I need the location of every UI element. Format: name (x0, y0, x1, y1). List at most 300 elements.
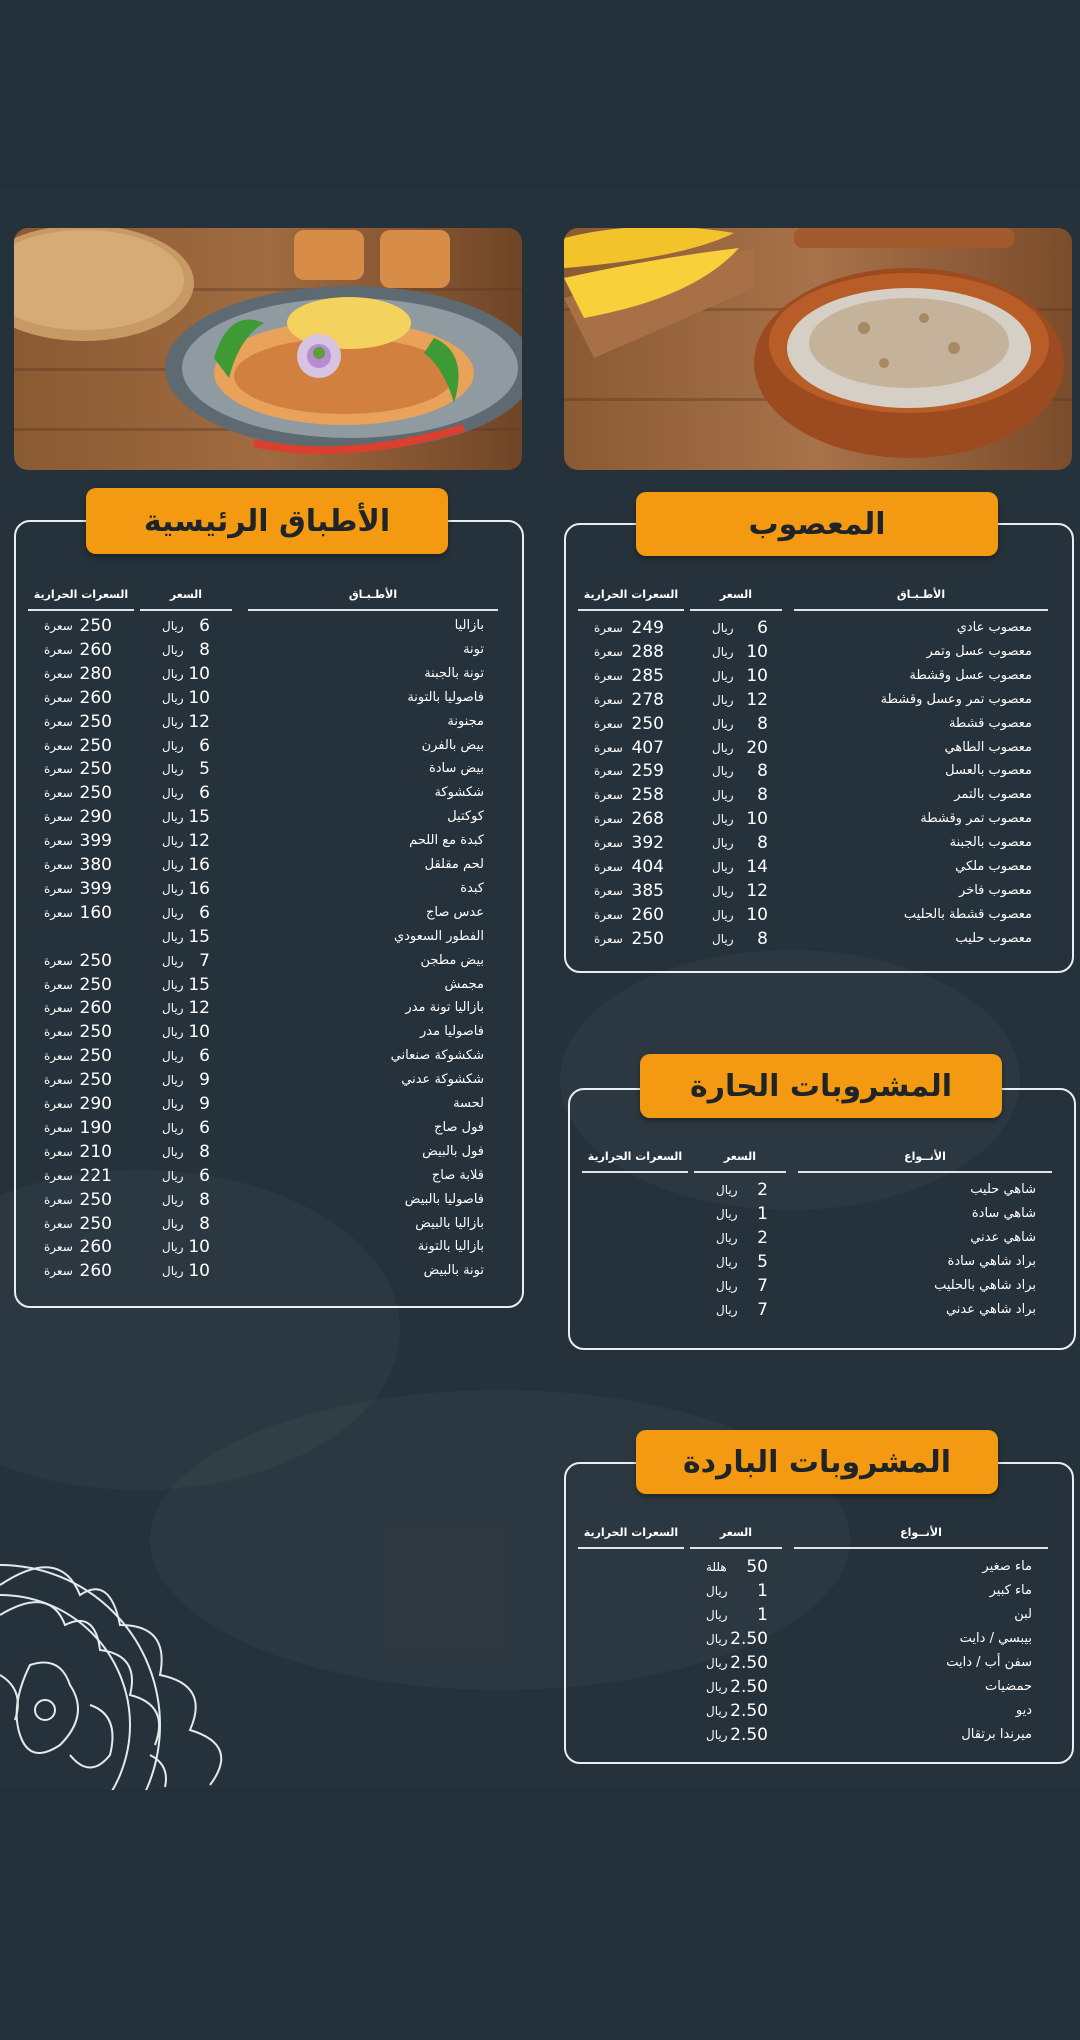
calories-header: السعرات الحرارية (33, 588, 129, 601)
header-underline (794, 1547, 1048, 1549)
price-value: 16 (188, 855, 210, 875)
item-name: الفطور السعودي (393, 928, 484, 944)
calories-unit: سعرة (44, 1073, 73, 1088)
bottom-dark-band (0, 1790, 1080, 2040)
price-currency: ريال (716, 1183, 738, 1197)
header-underline (794, 609, 1048, 611)
calories-value: 278 (631, 689, 664, 710)
item-name: فول بالبيض (422, 1143, 484, 1159)
floral-ornament (0, 1515, 270, 1794)
item-name: معصوب عسل وتمر (926, 643, 1032, 659)
item-name: سفن أب / دايت (946, 1655, 1032, 1670)
price-value: 12 (188, 998, 210, 1019)
calories-value: 392 (631, 833, 664, 854)
calories-value: 260 (79, 1237, 112, 1258)
calories-value: 250 (79, 616, 112, 636)
calories-value: 260 (79, 1261, 112, 1282)
price-value: 1 (757, 1204, 768, 1224)
calories-value: 250 (79, 1046, 112, 1067)
price-currency: ريال (162, 1120, 184, 1135)
price-value: 10 (746, 665, 768, 686)
price-value: 5 (757, 1252, 768, 1272)
calories-unit: سعرة (44, 1120, 73, 1135)
calories-header: السعرات الحرارية (583, 588, 679, 601)
calories-value: 160 (79, 902, 112, 923)
calories-unit: سعرة (594, 692, 623, 707)
item-name: شكشوكة صنعاني (390, 1048, 484, 1064)
price-value: 2.50 (730, 1677, 768, 1697)
calories-value: 404 (631, 857, 664, 877)
item-name: لحسة (453, 1096, 484, 1111)
calories-unit: سعرة (44, 1144, 73, 1159)
calories-unit: سعرة (594, 883, 623, 898)
item-name: تونة (463, 641, 484, 657)
header-underline (798, 1171, 1052, 1173)
price-currency: ريال (716, 1207, 738, 1221)
item-name: بيض بالفرن (421, 737, 484, 753)
calories-value: 250 (79, 1189, 112, 1210)
calories-unit: سعرة (44, 1097, 73, 1111)
calories-unit: سعرة (44, 786, 73, 801)
menu-row (0, 1178, 1080, 1202)
price-value: 7 (757, 1300, 768, 1320)
header-underline (582, 1171, 688, 1173)
calories-unit: سعرة (44, 1049, 73, 1064)
price-currency: ريال (712, 931, 734, 946)
price-value: 10 (746, 904, 768, 925)
item-name: لحم مقلقل (424, 857, 484, 872)
price-value: 6 (199, 1117, 210, 1138)
item-name: شاهي حليب (970, 1182, 1036, 1197)
price-value: 7 (199, 950, 210, 971)
calories-unit: سعرة (594, 644, 623, 659)
calories-unit: سعرة (44, 738, 73, 753)
header-underline (248, 609, 498, 611)
calories-unit: سعرة (44, 953, 73, 968)
item-name: ديو (1015, 1703, 1032, 1718)
calories-value: 258 (631, 785, 664, 806)
menu-row (0, 1226, 1080, 1250)
price-value: 2 (757, 1180, 768, 1200)
calories-unit: سعرة (44, 714, 73, 729)
price-header: السعر (723, 1150, 757, 1163)
price-currency: ريال (706, 1680, 728, 1694)
price-currency: ريال (712, 692, 734, 707)
item-name: معصوب تمر وعسل وقشطة (880, 691, 1032, 707)
calories-unit: سعرة (44, 977, 73, 992)
calories-unit: سعرة (594, 931, 623, 946)
price-currency: ريال (712, 860, 734, 874)
price-currency: ريال (162, 858, 184, 872)
price-currency: ريال (162, 1144, 184, 1159)
item-name: بازاليا بالبيض (415, 1215, 484, 1231)
calories-unit: سعرة (44, 619, 73, 633)
price-value: 8 (757, 785, 768, 806)
hot-drinks-title: المشروبات الحارة (640, 1054, 1002, 1118)
price-value: 8 (757, 833, 768, 854)
calories-value: 268 (631, 809, 664, 830)
calories-value: 250 (79, 1213, 112, 1234)
calories-unit: سعرة (594, 764, 623, 779)
menu-row (0, 973, 1080, 997)
item-name: معصوب قشطة (948, 715, 1032, 731)
item-name: لبن (1014, 1607, 1032, 1622)
item-name: تونة بالبيض (423, 1263, 484, 1279)
price-currency: ريال (706, 1584, 728, 1598)
price-value: 8 (199, 1189, 210, 1210)
calories-unit: سعرة (594, 621, 623, 635)
calories-value: 260 (79, 687, 112, 708)
price-currency: ريال (706, 1608, 728, 1622)
price-value: 10 (188, 663, 210, 684)
item-name: حمضيات (985, 1679, 1032, 1694)
price-currency: ريال (162, 977, 184, 992)
calories-value: 250 (79, 974, 112, 995)
item-header: الأنــواع (900, 1526, 942, 1539)
calories-value: 407 (631, 737, 664, 758)
price-currency: ريال (712, 907, 734, 922)
item-name: بيض سادة (428, 761, 484, 777)
price-currency: ريال (712, 740, 734, 755)
masoub-title: المعصوب (636, 492, 998, 556)
item-name: فاصوليا مدر (420, 1024, 484, 1040)
price-value: 6 (199, 783, 210, 804)
price-header: السعر (719, 588, 753, 601)
calories-value: 259 (631, 761, 664, 782)
item-name: شكشوكة عدني (401, 1072, 484, 1088)
item-name: بازاليا تونة مدر (405, 1000, 484, 1016)
price-currency: ريال (162, 738, 184, 753)
price-value: 8 (757, 713, 768, 734)
item-name: ماء صغير (982, 1559, 1032, 1574)
item-header: الأطـبـاق (348, 588, 398, 601)
menu-row (0, 829, 1080, 853)
item-name: فاصوليا بالبيض (404, 1191, 484, 1207)
price-currency: ريال (162, 834, 184, 849)
calories-unit: سعرة (594, 716, 623, 731)
price-currency: ريال (162, 762, 184, 777)
price-value: 15 (188, 974, 210, 995)
calories-unit: سعرة (594, 740, 623, 755)
calories-unit: سعرة (44, 690, 73, 705)
price-value: 12 (746, 880, 768, 901)
menu-row (0, 757, 1080, 781)
price-value: 12 (746, 689, 768, 710)
item-name: براد شاهي عدني (945, 1302, 1036, 1317)
price-currency: ريال (162, 1264, 184, 1279)
menu-row (0, 1202, 1080, 1226)
calories-value: 250 (79, 711, 112, 732)
calories-value: 250 (631, 928, 664, 949)
calories-unit: سعرة (44, 1240, 73, 1255)
calories-value: 250 (79, 1070, 112, 1091)
item-name: شاهي سادة (971, 1206, 1036, 1221)
item-name: بازاليا (454, 618, 484, 633)
calories-value: 290 (79, 1094, 112, 1114)
calories-unit: سعرة (594, 860, 623, 874)
price-currency: ريال (162, 1168, 184, 1183)
menu-row (0, 1250, 1080, 1274)
menu-row (0, 853, 1080, 877)
calories-unit: سعرة (44, 881, 73, 896)
price-value: 9 (199, 1094, 210, 1114)
price-currency: ريال (162, 690, 184, 705)
price-currency: ريال (162, 1001, 184, 1016)
calories-value: 250 (79, 735, 112, 756)
price-value: 15 (188, 807, 210, 828)
price-currency: ريال (162, 881, 184, 896)
item-name: معصوب عادي (956, 620, 1032, 635)
price-value: 8 (199, 1213, 210, 1234)
price-value: 9 (199, 1070, 210, 1091)
price-currency: ريال (716, 1279, 738, 1293)
price-header: السعر (719, 1526, 753, 1539)
item-name: معصوب فاخر (959, 882, 1032, 898)
item-name: معصوب بالعسل (945, 763, 1032, 779)
price-currency: ريال (162, 1073, 184, 1088)
price-currency: ريال (712, 764, 734, 779)
price-currency: ريال (162, 642, 184, 657)
calories-value: 260 (631, 904, 664, 925)
price-value: 50 (746, 1557, 768, 1577)
price-currency: ريال (162, 810, 184, 825)
price-value: 8 (757, 928, 768, 949)
price-currency: ريال (162, 1025, 184, 1040)
item-name: ماء كبير (989, 1583, 1032, 1598)
price-value: 2.50 (730, 1629, 768, 1649)
price-currency: ريال (162, 619, 184, 633)
price-currency: ريال (706, 1632, 728, 1646)
menu-row (0, 662, 1080, 686)
main-dish-photo (14, 228, 522, 470)
price-currency: ريال (162, 1049, 184, 1064)
item-name: معصوب عسل وقشطة (909, 667, 1032, 683)
price-currency: ريال (712, 621, 734, 635)
item-name: براد شاهي بالحليب (934, 1278, 1036, 1293)
menu-row (0, 925, 1080, 949)
header-underline (694, 1171, 786, 1173)
price-value: 1 (757, 1605, 768, 1625)
item-name: مجنونة (447, 713, 484, 729)
menu-row (0, 901, 1080, 925)
calories-unit: سعرة (594, 907, 623, 922)
item-name: معصوب حليب (955, 930, 1032, 946)
price-currency: ريال (712, 788, 734, 803)
menu-row (0, 710, 1080, 734)
item-name: كوكتيل (447, 809, 484, 825)
calories-unit: سعرة (44, 858, 73, 872)
price-currency: ريال (712, 836, 734, 851)
calories-unit: سعرة (594, 836, 623, 851)
price-value: 10 (188, 687, 210, 708)
item-name: معصوب بالجبنة (949, 835, 1032, 851)
calories-unit: سعرة (44, 1001, 73, 1016)
item-name: بيض مطجن (420, 952, 484, 968)
calories-value: 250 (79, 759, 112, 780)
item-name: كبدة (460, 880, 484, 896)
price-value: 15 (188, 926, 210, 947)
header-underline (578, 1547, 684, 1549)
calories-unit: سعرة (594, 788, 623, 803)
calories-unit: سعرة (44, 810, 73, 825)
price-value: 10 (188, 1022, 210, 1043)
calories-unit: سعرة (44, 642, 73, 657)
price-currency: ريال (162, 953, 184, 968)
calories-header: السعرات الحرارية (587, 1150, 683, 1163)
menu-row (0, 1298, 1080, 1322)
price-value: 8 (199, 1141, 210, 1162)
price-value: 6 (757, 618, 768, 638)
price-value: 8 (757, 761, 768, 782)
price-value: 2.50 (730, 1653, 768, 1673)
item-header: الأطـبـاق (896, 588, 946, 601)
calories-value: 250 (79, 950, 112, 971)
menu-row (0, 877, 1080, 901)
price-currency: هللة (706, 1560, 727, 1574)
calories-unit: سعرة (44, 1168, 73, 1183)
price-currency: ريال (162, 666, 184, 681)
item-name: بيبسي / دايت (959, 1631, 1032, 1646)
price-value: 20 (746, 737, 768, 758)
item-name: كبدة مع اللحم (409, 833, 484, 849)
calories-value: 380 (79, 855, 112, 875)
price-currency: ريال (162, 905, 184, 920)
price-value: 6 (199, 1165, 210, 1186)
calories-header: السعرات الحرارية (583, 1526, 679, 1539)
calories-value: 290 (79, 807, 112, 828)
price-currency: ريال (162, 1192, 184, 1207)
price-value: 1 (757, 1581, 768, 1601)
price-currency: ريال (712, 812, 734, 827)
price-value: 12 (188, 711, 210, 732)
price-currency: ريال (706, 1656, 728, 1670)
item-name: تونة بالجبنة (424, 665, 484, 681)
calories-unit: سعرة (44, 762, 73, 777)
item-name: مجمش (444, 976, 484, 992)
menu-row (0, 781, 1080, 805)
price-currency: ريال (162, 786, 184, 801)
header-underline (690, 609, 782, 611)
calories-value: 260 (79, 639, 112, 660)
header-underline (28, 609, 134, 611)
price-currency: ريال (162, 1240, 184, 1255)
price-value: 6 (199, 1046, 210, 1067)
price-value: 10 (188, 1261, 210, 1282)
calories-unit: سعرة (594, 668, 623, 683)
item-name: معصوب ملكي (955, 859, 1032, 874)
calories-value: 385 (631, 880, 664, 901)
item-name: شكشوكة (434, 785, 484, 801)
price-value: 5 (199, 759, 210, 780)
calories-value: 288 (631, 641, 664, 662)
calories-unit: سعرة (44, 1192, 73, 1207)
calories-unit: سعرة (44, 905, 73, 920)
top-dark-band (0, 0, 1080, 190)
item-name: ميرندا برتقال (961, 1727, 1032, 1742)
menu-row (0, 686, 1080, 710)
price-value: 16 (188, 878, 210, 899)
price-currency: ريال (706, 1728, 728, 1742)
calories-value: 190 (79, 1117, 112, 1138)
price-value: 7 (757, 1276, 768, 1296)
item-name: معصوب قشطة بالحليب (903, 906, 1032, 922)
calories-value: 399 (79, 878, 112, 899)
main-dishes-title: الأطباق الرئيسية (86, 488, 448, 554)
calories-unit: سعرة (44, 666, 73, 681)
calories-unit: سعرة (44, 834, 73, 849)
price-currency: ريال (162, 714, 184, 729)
menu-row (0, 614, 1080, 638)
calories-value: 285 (631, 665, 664, 686)
price-value: 10 (746, 641, 768, 662)
calories-value: 250 (79, 783, 112, 804)
calories-value: 250 (631, 713, 664, 734)
price-value: 6 (199, 735, 210, 756)
price-value: 10 (746, 809, 768, 830)
calories-value: 280 (79, 663, 112, 684)
price-currency: ريال (712, 883, 734, 898)
item-name: معصوب تمر وقشطة (920, 811, 1032, 827)
calories-unit: سعرة (594, 812, 623, 827)
price-value: 6 (199, 902, 210, 923)
item-name: عدس صاج (426, 904, 484, 920)
calories-value: 399 (79, 831, 112, 852)
menu-row (0, 638, 1080, 662)
price-currency: ريال (712, 716, 734, 731)
calories-unit: سعرة (44, 1216, 73, 1231)
calories-value: 210 (79, 1141, 112, 1162)
price-currency: ريال (162, 929, 184, 944)
price-currency: ريال (716, 1255, 738, 1269)
price-currency: ريال (706, 1704, 728, 1718)
calories-value: 221 (79, 1165, 112, 1186)
item-name: بازاليا بالتونة (417, 1239, 484, 1255)
price-currency: ريال (716, 1303, 738, 1317)
item-name: قلابة صاج (431, 1167, 484, 1183)
menu-row (0, 1020, 1080, 1044)
menu-row (0, 996, 1080, 1020)
menu-row (0, 1274, 1080, 1298)
cold-drinks-title: المشروبات الباردة (636, 1430, 998, 1494)
item-name: فول صاج (434, 1119, 484, 1135)
price-currency: ريال (162, 1216, 184, 1231)
calories-value: 250 (79, 1022, 112, 1043)
header-underline (578, 609, 684, 611)
price-value: 8 (199, 639, 210, 660)
item-name: فاصوليا بالتونة (407, 689, 484, 705)
menu-row (0, 949, 1080, 973)
price-value: 14 (746, 857, 768, 877)
price-value: 10 (188, 1237, 210, 1258)
item-header: الأنــواع (904, 1150, 946, 1163)
item-name: معصوب بالتمر (954, 787, 1032, 803)
price-currency: ريال (712, 644, 734, 659)
masoub-photo (564, 228, 1072, 470)
item-name: شاهي عدني (970, 1230, 1036, 1245)
calories-unit: سعرة (44, 1025, 73, 1040)
header-underline (140, 609, 232, 611)
calories-unit: سعرة (44, 1264, 73, 1279)
price-currency: ريال (162, 1097, 184, 1111)
price-value: 6 (199, 616, 210, 636)
calories-value: 249 (631, 618, 664, 638)
price-value: 2 (757, 1228, 768, 1248)
menu-row (0, 805, 1080, 829)
price-currency: ريال (716, 1231, 738, 1245)
price-currency: ريال (712, 668, 734, 683)
price-value: 2.50 (730, 1701, 768, 1721)
price-value: 2.50 (730, 1725, 768, 1745)
